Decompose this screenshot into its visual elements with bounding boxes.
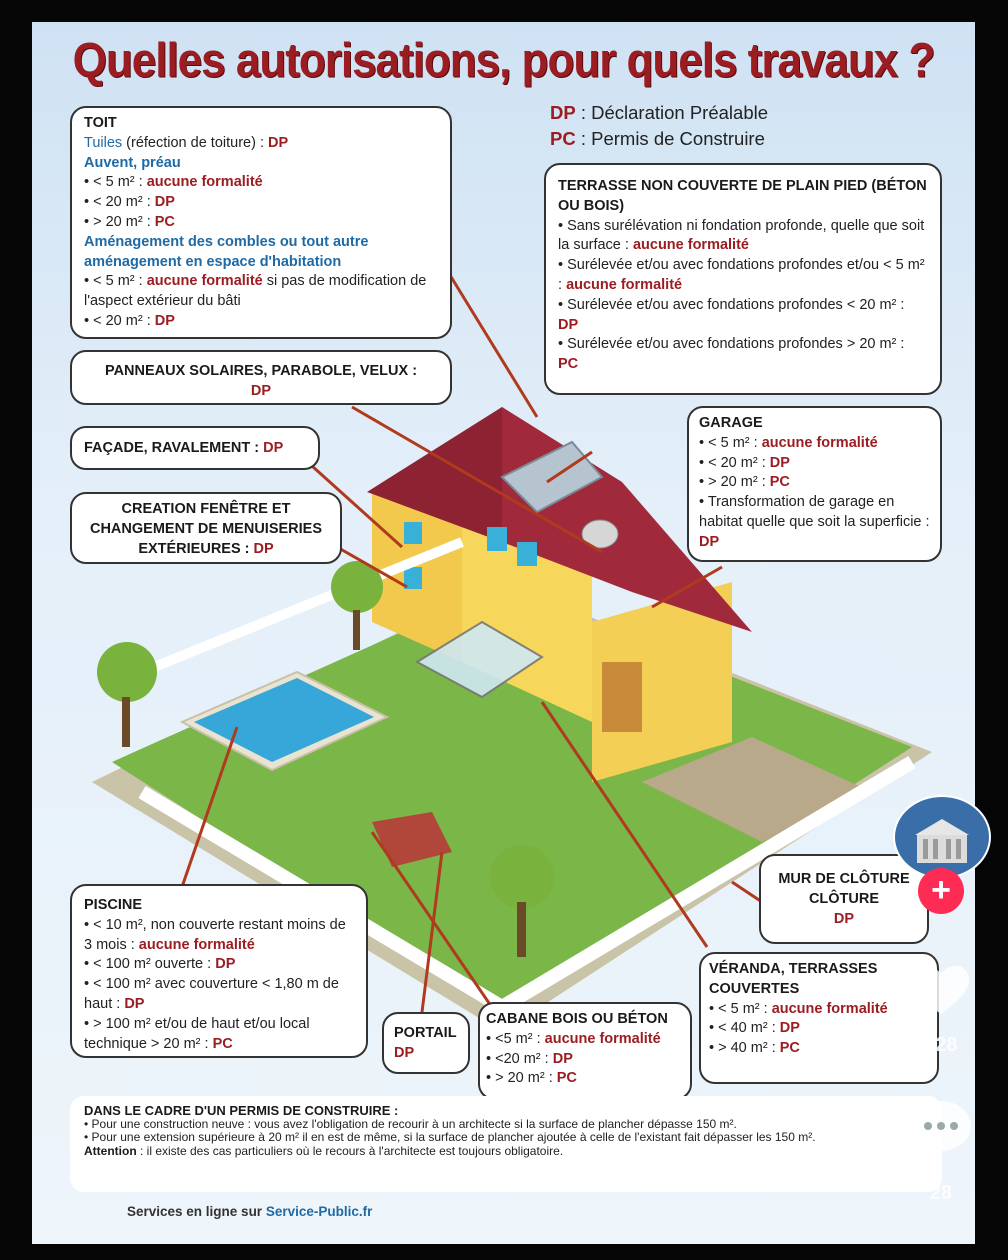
row-value: DP [154,194,175,211]
callout-line [732,882,762,902]
legend-abbr: PC [550,128,576,149]
terrasse-heading: TERRASSE NON COUVERTE DE PLAIN PIED (BÉTON OU BOIS) [558,178,927,214]
piscine-box [70,884,368,1058]
row-value: aucune formalité [138,936,255,953]
auvent-heading: Auvent, préau [84,154,181,171]
cabane-box [478,1002,692,1100]
row-value: PC [556,1070,577,1087]
legend-dp [550,102,768,124]
terrasse-row [558,296,928,336]
combles-row [84,312,438,332]
mur-heading-1: MUR DE CLÔTURE [778,871,910,887]
row-value: DP [124,995,145,1012]
row-prefix: • < 100 m² ouverte : [84,956,216,973]
row-value: aucune formalité [146,174,263,191]
comment-count: 28 [929,1182,953,1204]
veranda-box [699,952,939,1084]
row-prefix: • Transformation de garage en habitat quelle que soit la superficie : [699,494,930,530]
permis-line: • Pour une extension supérieure à 20 m² il en est de même, si la surface de plancher ajoutée à celle de l'existant fait dépasser les 150 m². [84,1130,816,1145]
row-prefix: • > 20 m² : [486,1070,557,1087]
row-value: DP [558,316,579,333]
auvent-row [84,173,438,193]
portail-heading: PORTAIL [394,1025,457,1041]
facade-heading: FAÇADE, RAVALEMENT : [84,440,264,456]
piscine-row [84,1015,354,1055]
legend-sep: : [575,102,592,123]
row-prefix: • Surélevée et/ou avec fondations profondes et/ou < 5 m² : [558,257,925,293]
follow-button[interactable] [918,868,964,914]
plus-icon: + [931,871,951,909]
permis-line: • Pour une construction neuve : vous avez l'obligation de recourir à un architecte si la surface de plancher dépasse 150 m². [84,1116,737,1131]
attention-label: Attention [84,1143,137,1158]
tuiles-label: Tuiles [84,134,123,151]
legend-abbr: DP [550,102,576,123]
row-value: aucune formalité [566,276,683,293]
portail-box [382,1012,470,1074]
veranda-row [709,1019,929,1039]
combles-row [84,272,438,312]
garage-row [699,473,930,493]
veranda-row [709,1000,929,1020]
fenetre-box [70,492,342,564]
tree-trunk [517,902,526,957]
window [487,527,507,551]
row-value: aucune formalité [146,273,263,290]
row-prefix: • < 10 m², non couverte restant moins de 3 mois : [84,916,346,953]
row-value: PC [769,474,790,491]
garage-heading: GARAGE [699,415,763,431]
tree-trunk [353,610,360,650]
garage-row [699,454,930,474]
row-prefix: • Surélevée et/ou avec fondations profondes < 20 m² : [558,296,905,313]
terrasse-row [558,256,928,296]
auvent-row [84,193,438,213]
footer-prefix: Services en ligne sur [127,1204,266,1219]
piscine-heading: PISCINE [84,897,143,913]
row-suffix: si pas de modification de l'aspect extérieur du bâti [84,273,427,310]
permis-attention [84,1145,928,1159]
garage-box [687,406,942,562]
callout-line [445,267,537,417]
row-value: aucune formalité [771,1000,888,1017]
cabane-row [486,1069,684,1089]
footer [127,1204,372,1219]
row-value: DP [154,312,175,329]
row-prefix: • < 5 m² : [84,174,147,191]
infographic-poster [32,22,975,1244]
like-button[interactable] [908,958,974,1018]
legend-text: Permis de Construire [591,128,765,149]
page-title: Quelles autorisations, pour quels travaux ? [72,33,935,88]
panneaux-heading: PANNEAUX SOLAIRES, PARABOLE, VELUX : [104,363,418,379]
row-prefix: • Sans surélévation ni fondation profonde, quelle que soit la surface : [558,217,925,254]
mur-box [759,854,929,944]
service-public-link[interactable]: Service-Public.fr [265,1204,373,1219]
terrasse-box [544,163,942,395]
cabane-row [486,1030,684,1050]
row-value: aucune formalité [544,1030,661,1047]
mur-heading-2: CLÔTURE [808,890,880,907]
legend-pc [550,128,765,150]
legend-sep: : [575,128,592,149]
portail-value: DP [394,1044,415,1061]
permis-box [70,1096,942,1192]
facade-value: DP [263,440,284,456]
fenetre-value: DP [253,540,274,557]
auvent-row [84,213,438,233]
tuiles-row [84,134,438,154]
panneaux-value: DP [250,382,272,399]
tree-trunk [122,697,130,747]
row-prefix: • <5 m² : [486,1030,545,1047]
fenetre-heading: CREATION FENÊTRE ET CHANGEMENT DE MENUISERIES EXTÉRIEURES : [89,501,323,557]
piscine-row [84,975,354,1015]
row-value: DP [769,454,790,471]
row-value: PC [154,213,175,230]
permis-heading: DANS LE CADRE D'UN PERMIS DE CONSTRUIRE : [84,1103,399,1118]
row-prefix: • < 20 m² : [699,454,770,471]
row-value: aucune formalité [632,237,749,254]
profile-avatar[interactable] [893,795,991,879]
legend-text: Déclaration Préalable [591,102,769,123]
row-value: PC [558,356,579,373]
row-prefix: • < 5 m² : [709,1000,772,1017]
heart-icon [908,958,974,1018]
row-value: DP [552,1050,573,1067]
row-prefix: • > 40 m² : [709,1040,780,1057]
garage-row [699,434,930,454]
like-count: 728 [924,1034,958,1056]
row-prefix: • < 20 m² : [84,194,155,211]
piscine-row [84,955,354,975]
row-prefix: • < 5 m² : [84,273,147,290]
building-icon [895,797,989,877]
row-value: DP [779,1020,800,1037]
row-prefix: • > 20 m² : [699,474,770,491]
tuiles-note: (réfection de toiture) : [122,134,269,151]
terrasse-row [558,217,928,257]
row-prefix: • < 100 m² avec couverture < 1,80 m de haut : [84,976,339,1012]
veranda-row [709,1039,929,1059]
row-prefix: • < 40 m² : [709,1020,780,1037]
row-value: aucune formalité [761,434,878,451]
combles-heading: Aménagement des combles ou tout autre aménagement en espace d'habitation [84,233,369,270]
mur-value: DP [833,910,855,927]
toit-box [70,106,452,339]
window [517,542,537,566]
row-prefix: • <20 m² : [486,1050,553,1067]
row-prefix: • < 5 m² : [699,434,762,451]
garage-row [699,493,930,552]
comment-icon [908,1098,974,1160]
cabane-row [486,1050,684,1070]
row-value: DP [215,956,236,973]
row-prefix: • > 20 m² : [84,213,155,230]
tuiles-value: DP [268,134,289,151]
row-prefix: • > 100 m² et/ou de haut et/ou local technique > 20 m² : [84,1015,310,1052]
cabane-heading: CABANE BOIS OU BÉTON [486,1011,668,1027]
tree [490,845,554,909]
row-value: PC [212,1035,233,1052]
panneaux-box [70,350,452,405]
tree [97,642,157,702]
row-value: DP [699,533,720,550]
row-prefix: • Surélevée et/ou avec fondations profondes > 20 m² : [558,336,905,353]
facade-box [70,426,320,470]
piscine-row [84,916,354,956]
row-prefix: • < 20 m² : [84,312,155,329]
veranda-heading: VÉRANDA, TERRASSES COUVERTES [709,961,878,997]
window [404,522,422,544]
toit-heading: TOIT [84,115,117,131]
garage-door [602,662,642,732]
terrasse-row [558,335,928,375]
row-value: PC [779,1040,800,1057]
attention-text: : il existe des cas particuliers où le recours à l'architecte est toujours obligatoire. [136,1143,564,1158]
comment-button[interactable] [908,1098,974,1160]
